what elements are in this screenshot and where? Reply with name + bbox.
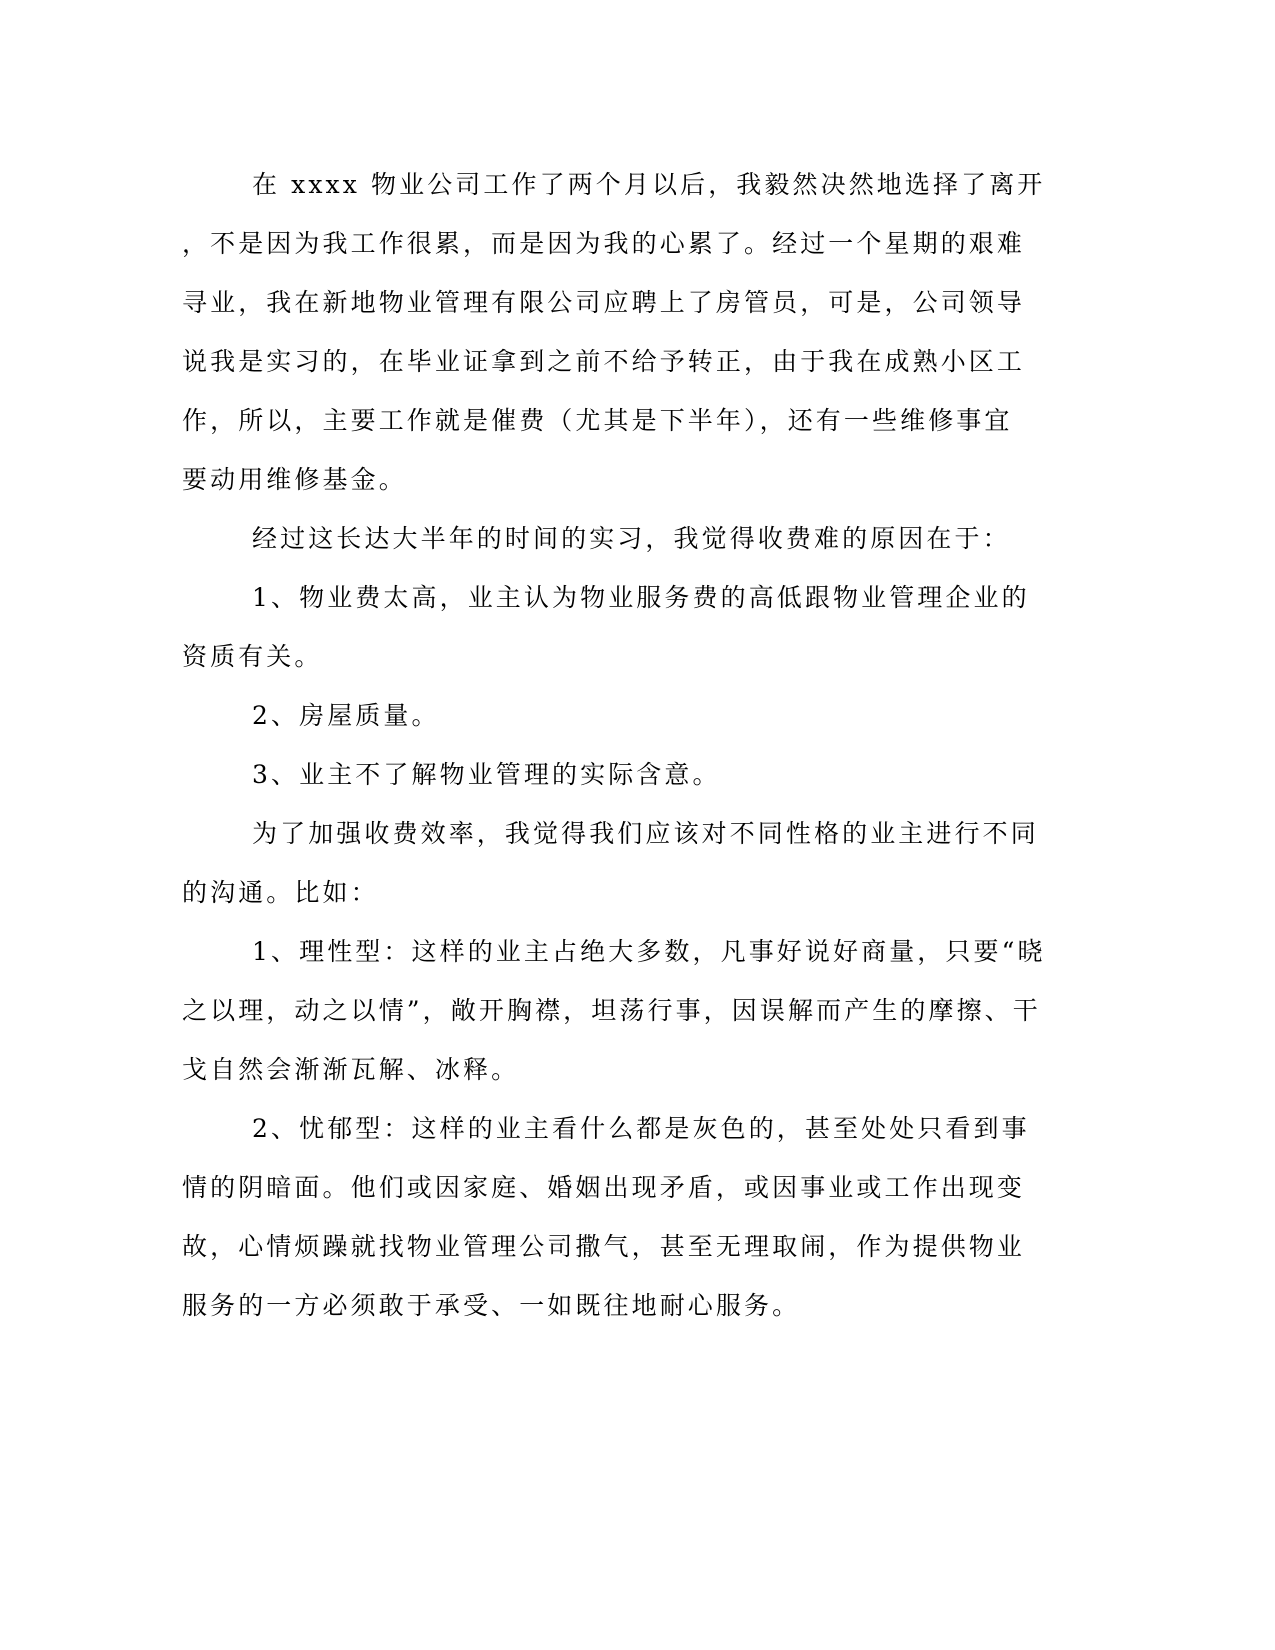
text-line: 经过这长达大半年的时间的实习，我觉得收费难的原因在于： (252, 524, 1011, 553)
text-line: 为了加强收费效率，我觉得我们应该对不同性格的业主进行不同 (252, 819, 1039, 848)
text-line: 情的阴暗面。他们或因家庭、婚姻出现矛盾，或因事业或工作出现变 (182, 1173, 1026, 1202)
text-line: 的沟通。比如： (182, 878, 379, 907)
text-line: 2、忧郁型：这样的业主看什么都是灰色的，甚至处处只看到事 (252, 1114, 1030, 1143)
text-line: 说我是实习的，在毕业证拿到之前不给予转正，由于我在成熟小区工 (182, 347, 1026, 376)
text-line: ，不是因为我工作很累，而是因为我的心累了。经过一个星期的艰难 (182, 229, 1026, 258)
text-line: 1、理性型：这样的业主占绝大多数，凡事好说好商量，只要“晓 (252, 937, 1046, 966)
text-line: 服务的一方必须敢于承受、一如既往地耐心服务。 (182, 1291, 801, 1320)
text-line: 之以理，动之以情”，敞开胸襟，坦荡行事，因误解而产生的摩擦、干 (182, 996, 1041, 1025)
document-body (182, 155, 1046, 1335)
text-line: 3、业主不了解物业管理的实际含意。 (252, 760, 721, 789)
text-line: 1、物业费太高，业主认为物业服务费的高低跟物业管理企业的 (252, 583, 1030, 612)
text-line: 作，所以，主要工作就是催费（尤其是下半年），还有一些维修事宜 (182, 406, 1013, 435)
text-line: 2、房屋质量。 (252, 701, 440, 730)
text-line: 戈自然会渐渐瓦解、冰释。 (182, 1055, 520, 1084)
text-line: 寻业，我在新地物业管理有限公司应聘上了房管员，可是，公司领导 (182, 288, 1026, 317)
text-line: 资质有关。 (182, 642, 323, 671)
text-line: 要动用维修基金。 (182, 465, 407, 494)
text-line: 故，心情烦躁就找物业管理公司撒气，甚至无理取闹，作为提供物业 (182, 1232, 1026, 1261)
text-line: 在 xxxx 物业公司工作了两个月以后，我毅然决然地选择了离开 (252, 170, 1046, 199)
